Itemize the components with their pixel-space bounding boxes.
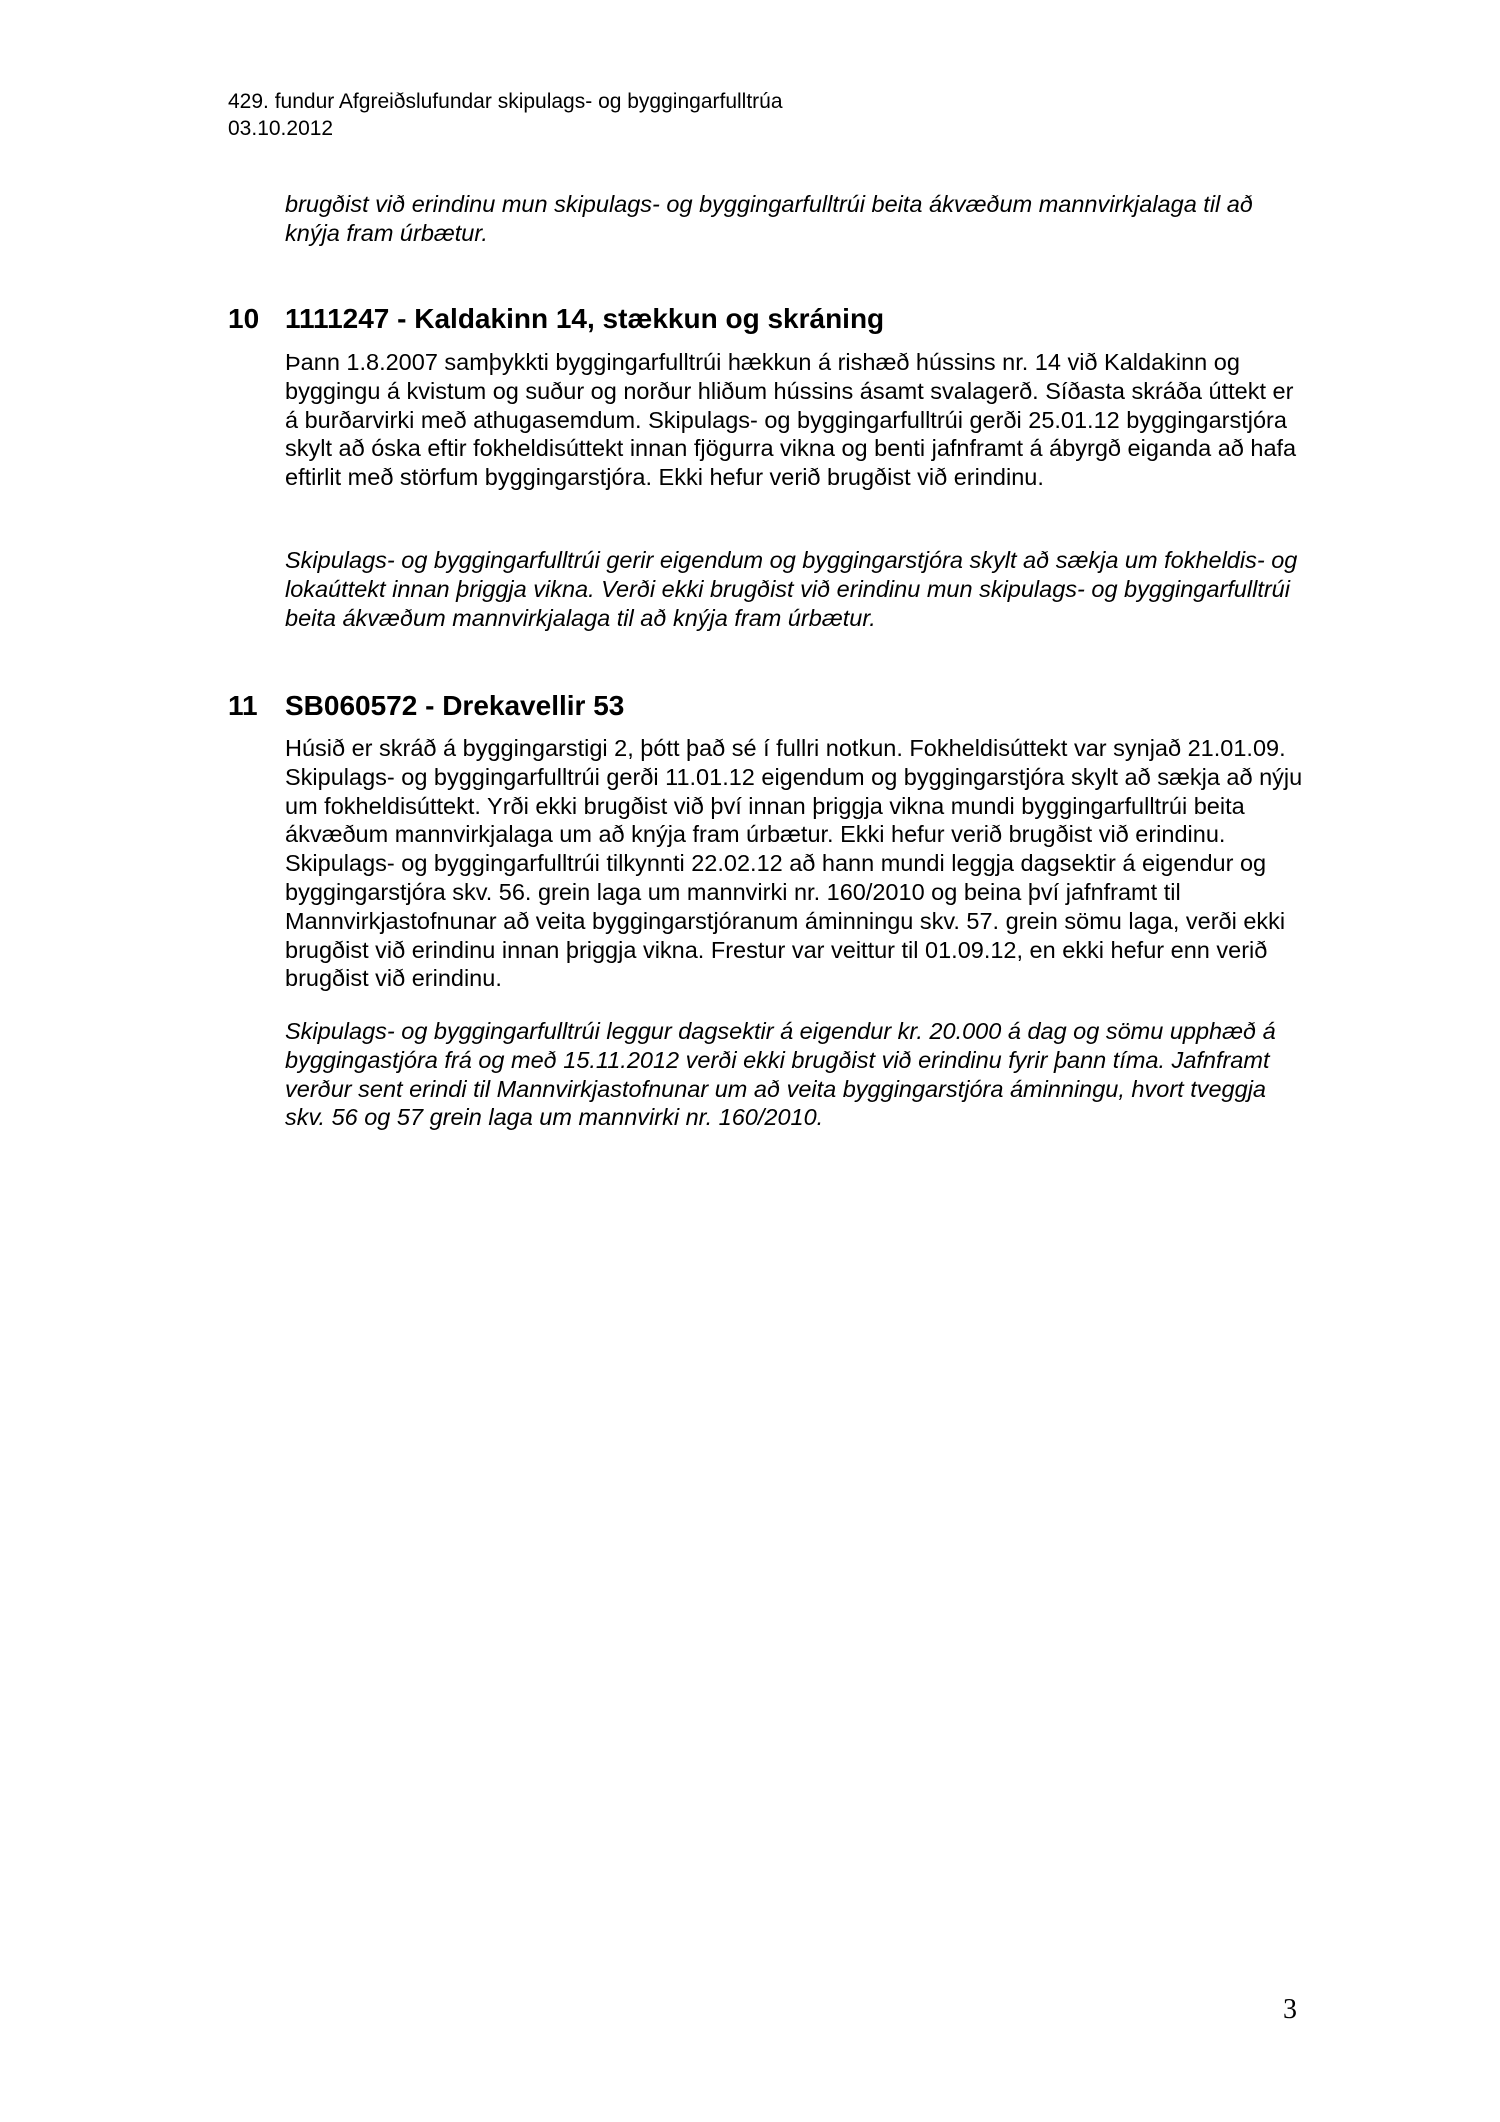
item-title: SB060572 - Drekavellir 53 (285, 690, 625, 721)
item-description (285, 348, 1305, 492)
item-title: 1111247 - Kaldakinn 14, stækkun og skráning (285, 303, 885, 334)
description-text: Þann 1.8.2007 samþykkti byggingarfulltrúi hækkun á rishæð hússins nr. 14 við Kaldakinn og byggingu á kvistum og suður og norður hliðum hússins ásamt svalagerð. Síðasta skráða úttekt er á burðarvirki með athugasemdum. Skipulags- og byggingarfulltrúi gerði 25.01.12 byggingarstjóra skylt að óska eftir fokheldisúttekt innan fjögurra vikna og benti jafnframt á ábyrgð eiganda að hafa eftirlit með störfum byggingarstjóra. Ekki hefur verið brugðist við erindinu. (285, 349, 1297, 491)
item-number: 10 (228, 303, 260, 334)
description-text: Húsið er skráð á byggingarstigi 2, þótt það sé í fullri notkun. Fokheldisúttekt var synjað 21.01.09. Skipulags- og byggingarfulltrúi gerði 11.01.12 eigendum og byggingarstjóra skylt að sækja að nýju um fokheldisúttekt. Yrði ekki brugðist við því innan þriggja vikna mundi byggingarfulltrúi beita ákvæðum mannvirkjalaga um að knýja fram úrbætur. Ekki hefur verið brugðist við erindinu. Skipulags- og byggingarfulltrúi tilkynnti 22.02.12 að hann mundi leggja dagsektir á eigendur og byggingarstjóra skv. 56. grein laga um mannvirki nr. 160/2010 og beina því jafnframt til Mannvirkjastofnunar að veita byggingarstjóranum áminningu skv. 57. grein sömu laga, verði ekki brugðist við erindinu innan þriggja vikna. Frestur var veittur til 01.09.12, en ekki hefur enn verið brugðist við erindinu. (285, 735, 1303, 992)
meeting-title: 429. fundur Afgreiðslufundar skipulags- og byggingarfulltrúa (228, 90, 783, 113)
meeting-date: 03.10.2012 (228, 117, 334, 140)
item-heading (228, 689, 624, 723)
item-number: 11 (228, 690, 258, 721)
decision-text: brugðist við erindinu mun skipulags- og byggingarfulltrúi beita ákvæðum mannvirkjalaga til að knýja fram úrbætur. (285, 191, 1253, 246)
item-description (285, 734, 1305, 993)
decision-text: Skipulags- og byggingarfulltrúi gerir eigendum og byggingarstjóra skylt að sækja um fokheldis- og lokaúttekt innan þriggja vikna. Verði ekki brugðist við erindinu mun skipulags- og byggingarfulltrúi beita ákvæðum mannvirkjalaga til að knýja fram úrbætur. (285, 547, 1298, 631)
item-decision (285, 546, 1305, 632)
item-decision (285, 1017, 1305, 1132)
decision-text: Skipulags- og byggingarfulltrúi leggur dagsektir á eigendur kr. 20.000 á dag og sömu upphæð á byggingastjóra frá og með 15.11.2012 verði ekki brugðist við erindinu fyrir þann tíma. Jafnframt verður sent erindi til Mannvirkjastofnunar um að veita byggingarstjóra áminningu, hvort tveggja skv. 56 og 57 grein laga um mannvirki nr. 160/2010. (285, 1018, 1276, 1131)
item-heading (228, 302, 884, 336)
previous-item-decision (285, 190, 1305, 248)
page-number: 3 (1283, 1994, 1297, 2025)
page-header (228, 88, 783, 142)
